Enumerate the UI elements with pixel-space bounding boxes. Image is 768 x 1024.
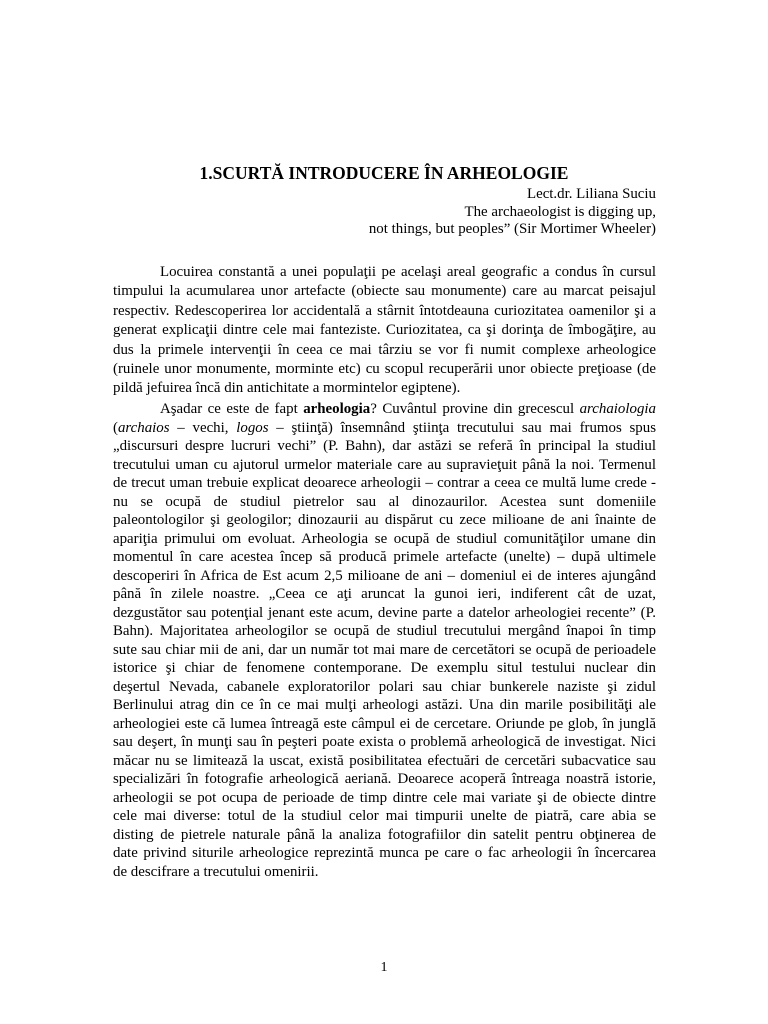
paragraph-line: generat explicaţii dintre cele mai fanteziste. Curiozitatea, ca şi dorinţa de îmbogăţire, au bbox=[113, 322, 656, 339]
paragraph-line: de descifrare a trecutului omenirii. bbox=[113, 863, 319, 880]
paragraph-line: specializări în fotografie arheologică aeriană. Deoarece acoperă întreaga noastră istorie, bbox=[113, 771, 656, 787]
paragraph-line: paleontologilor şi geologilor; dinozaurii au dispărut cu zece milioane de ani înainte de bbox=[113, 512, 656, 528]
page-title: 1.SCURTĂ INTRODUCERE ÎN ARHEOLOGIE bbox=[199, 163, 569, 183]
author-name: Lect.dr. Liliana Suciu bbox=[526, 186, 656, 202]
paragraph-line: trecutului uman cu ajutorul urmelor materiale care au supravieţuit până la noi. Termenul bbox=[113, 456, 656, 473]
paragraph-line: dus la primele intervenţii în ceea ce mai târziu se vor fi numit complexe arheologice bbox=[113, 341, 656, 358]
paragraph-text: – ştiinţă) însemnând ştiinţa trecutului sau mai frumos spus bbox=[268, 419, 656, 436]
epigraph-line: not things, but peoples” (Sir Mortimer Wheeler) bbox=[368, 221, 656, 237]
paragraph-line: arheologii se pot ocupa de perioade de timp dintre cele mai variate şi de obiecte dintre bbox=[113, 789, 656, 806]
term-bold: arheologia bbox=[303, 401, 371, 417]
paragraph-line: dezgustător sau potenţial jenant este acum, devine parte a datelor arheologiei recente” (P. bbox=[113, 604, 656, 621]
paragraph-line: până în zilele noastre. „Ceea ce aţi aruncat la gunoi ieri, indiferent cât de uzat, bbox=[113, 586, 656, 602]
paragraph-line bbox=[113, 419, 656, 438]
paragraph-line: nu se ocupă de studiul pietrelor sau al dinozaurilor. Acestea sunt domeniile bbox=[113, 493, 656, 510]
paragraph-line: Locuirea constantă a unei populaţii pe acelaşi areal geografic a condus în cursul bbox=[160, 264, 656, 280]
paragraph-line: sau deşert, în munţi sau în peşteri poate exista o problemă arheologică de investigat. Nici bbox=[113, 734, 656, 750]
paragraph-line: măcar nu se limitează la uscat, există posibilitatea efectuări de cercetări subacvatice sau bbox=[113, 752, 656, 769]
paragraph-line: descoperiri în Africa de Est acum 2,5 milioane de ani – domeniul ei de interes ajungând bbox=[113, 567, 656, 584]
paragraph-line: Bahn). Majoritatea arheologilor se ocupă de studiul trecutului mergând înapoi în timp bbox=[113, 623, 656, 639]
term-italic: archaios bbox=[117, 419, 170, 436]
paragraph-line: respectiv. Redescoperirea lor accidentală a stârnit întotdeauna curiozitatea oamenilor şi a bbox=[113, 302, 656, 319]
paragraph bbox=[113, 400, 656, 881]
paragraph-line: Berlinului atrag din ce în ce mai mulţi arheologi astăzi. Una din marile posibilităţi ale bbox=[113, 697, 656, 713]
paragraph-line: cele mai diverse: totul de la studiul celor mai timpurii unelte de piatră, care abia se bbox=[113, 808, 656, 824]
paragraph-line: de trecut uman trebuie explicat deoarece arheologii – contrar a ceea ce multă lume crede - bbox=[113, 475, 656, 491]
paragraph-line: timpului la acumularea unor artefacte (obiecte sau monumente) care au marcat peisajul bbox=[113, 283, 656, 300]
paragraph-line: „discursuri despre lucruri vechi” (P. Bahn), dar astăzi se referă în principal la studiul bbox=[113, 438, 656, 454]
paragraph-text: ( bbox=[113, 419, 118, 436]
paragraph-text: Aşadar ce este de fapt bbox=[160, 401, 304, 417]
paragraph-line: arheologiei este că lumea întreagă este câmpul ei de cercetare. Oriunde pe glob, în junglă bbox=[113, 715, 656, 732]
paragraph-text: ? Cuvântul provine din grecescul bbox=[370, 401, 580, 417]
byline bbox=[113, 186, 656, 239]
paragraph-line: date privind siturile arheologice reprezintă munca pe care o fac arheologii în încercarea bbox=[113, 845, 656, 861]
paragraph-line: disting de pietrele naturale până la analiza fotografiilor din satelit pentru obţinerea de bbox=[113, 826, 656, 843]
paragraph-line bbox=[113, 400, 656, 419]
paragraph-line: momentul în care acestea încep să producă primele artefacte (unelte) – după ultimele bbox=[113, 549, 656, 565]
paragraph-line: (ruinele unor monumente, morminte etc) cu scopul recuperării unor obiecte preţioase (de bbox=[113, 361, 656, 378]
paragraph bbox=[113, 263, 656, 399]
paragraph-line: apariţia primului om evoluat. Arheologia se ocupă de studiul comunităţilor umane din bbox=[113, 530, 656, 547]
paragraph-line: sute sau chiar mii de ani, dar un număr tot mai mare de cercetători se ocupă de perioadele bbox=[113, 641, 656, 658]
paragraph-line: istorice şi chiar de fenomene contemporane. De exemplu situl testului nuclear din bbox=[113, 660, 656, 676]
term-italic: archaiologia bbox=[579, 401, 656, 417]
paragraph-text: – vechi, bbox=[169, 419, 237, 436]
term-italic: logos bbox=[236, 419, 269, 436]
epigraph-line: The archaeologist is digging up, bbox=[464, 203, 656, 220]
page-number: 1 bbox=[380, 960, 388, 975]
paragraph-line: pildă jefuirea încă din antichitate a mormintelor egiptene). bbox=[113, 380, 461, 397]
paragraph-line: deşertul Nevada, cabanele exploratorilor polari sau chiar bunkerele naziste şi zidul bbox=[113, 678, 656, 695]
